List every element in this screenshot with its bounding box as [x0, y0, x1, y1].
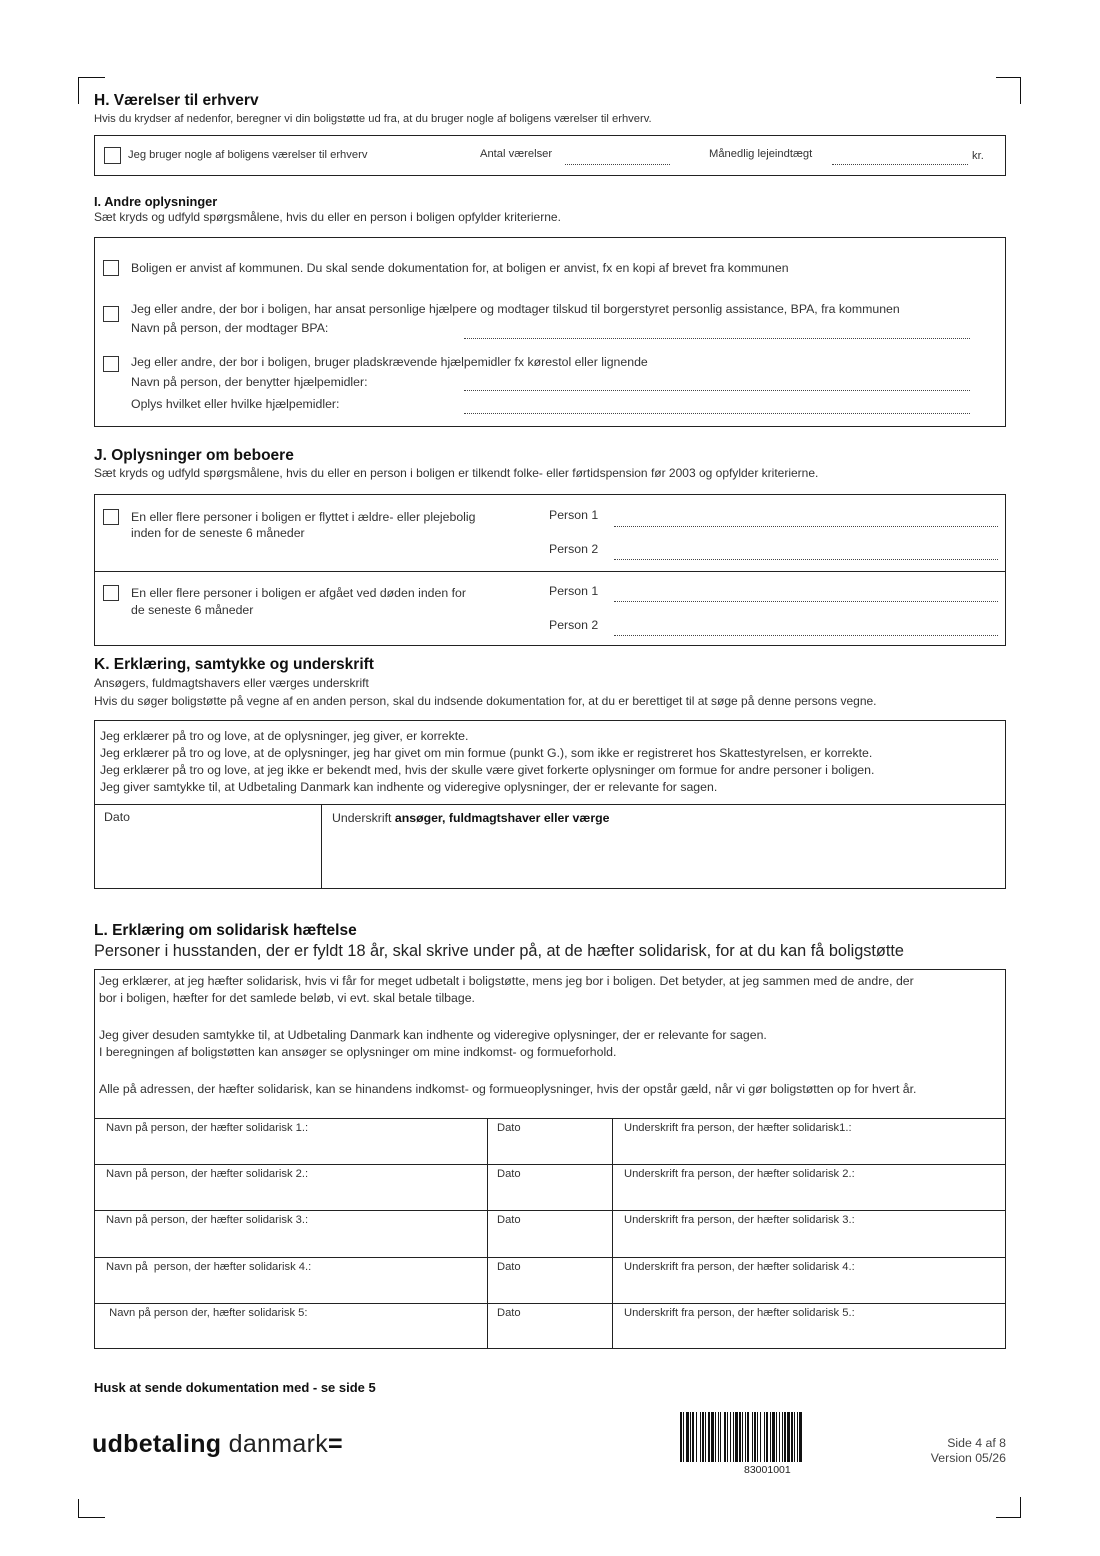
- deceased-line2: de seneste 6 måneder: [131, 603, 254, 617]
- rooms-count-field[interactable]: [565, 164, 670, 165]
- udbetaling-danmark-logo: [92, 1430, 343, 1459]
- solidarity-p3: Alle på adressen, der hæfter solidarisk, kan se hinandens indkomst- og formueoplysninger, hvis der opstår gæld, når vi gør boligstøtten op for hvert år.: [99, 1082, 917, 1096]
- solidarity-name-label-5: Navn på person der, hæfter solidarisk 5:: [106, 1307, 308, 1319]
- solidarity-signature-field-1[interactable]: [613, 1138, 1005, 1162]
- barcode-number: 83001001: [744, 1464, 791, 1476]
- crop-mark-bottom-right: [996, 1497, 1021, 1518]
- section-j-divider: [94, 571, 1006, 572]
- solidarity-row-divider: [94, 1164, 1006, 1165]
- solidarity-name-label-4: Navn på person, der hæfter solidarisk 4.:: [106, 1261, 312, 1273]
- solidarity-signature-label-2: Underskrift fra person, der hæfter solidarisk 2.:: [624, 1168, 855, 1180]
- section-l-title: L. Erklæring om solidarisk hæftelse: [94, 922, 357, 939]
- solidarity-signature-label-5: Underskrift fra person, der hæfter solidarisk 5.:: [624, 1307, 855, 1319]
- section-i-subtitle: Sæt kryds og udfyld spørgsmålene, hvis du eller en person i boligen opfylder kriterierne.: [94, 210, 561, 224]
- bpa-name-field[interactable]: [464, 338, 970, 339]
- aids-type-label: Oplys hvilket eller hvilke hjælpemidler:: [131, 397, 340, 411]
- solidarity-name-field-3[interactable]: [95, 1230, 486, 1254]
- aids-type-field[interactable]: [464, 413, 970, 414]
- bpa-checkbox[interactable]: [103, 306, 119, 322]
- nursing-home-person1-label: Person 1: [549, 508, 599, 522]
- logo-equals-icon: =: [328, 1430, 343, 1458]
- declaration-2: Jeg erklærer på tro og love, at de oplysninger, jeg har givet om min formue (punkt G.), som ikke er registreret hos Skattestyrelsen, er korrekte.: [100, 746, 873, 760]
- section-k-divider: [94, 804, 1006, 805]
- aids-person-field[interactable]: [464, 390, 970, 391]
- solidarity-name-label-3: Navn på person, der hæfter solidarisk 3.:: [106, 1214, 309, 1226]
- solidarity-date-label-4: Dato: [497, 1261, 521, 1273]
- declaration-1: Jeg erklærer på tro og love, at de oplysninger, jeg giver, er korrekte.: [100, 729, 469, 743]
- nursing-home-person2-label: Person 2: [549, 542, 599, 556]
- solidarity-p2-line2: I beregningen af boligstøtten kan ansøger se oplysninger om mine indkomst- og formueforhold.: [99, 1045, 617, 1059]
- crop-mark-top-right: [996, 77, 1021, 104]
- solidarity-date-label-3: Dato: [497, 1214, 521, 1226]
- section-j-subtitle: Sæt kryds og udfyld spørgsmålene, hvis du eller en person i boligen er tilkendt folke- eller førtidspension før 2003 og opfylder kriterierne.: [94, 466, 819, 480]
- solidarity-row-divider: [94, 1257, 1006, 1258]
- solidarity-name-field-2[interactable]: [95, 1184, 486, 1208]
- solidarity-signature-label-4: Underskrift fra person, der hæfter solidarisk 4.:: [624, 1261, 855, 1273]
- solidarity-signature-field-3[interactable]: [613, 1230, 1005, 1254]
- solidarity-date-field-4[interactable]: [488, 1277, 611, 1301]
- section-k-subtitle2: Hvis du søger boligstøtte på vegne af en anden person, skal du indsende dokumentation for, at du er berettiget til at søge på denne persons vegne.: [94, 694, 877, 708]
- business-rooms-label: Jeg bruger nogle af boligens værelser til erhverv: [128, 149, 368, 161]
- solidarity-name-label-2: Navn på person, der hæfter solidarisk 2.:: [106, 1168, 309, 1180]
- declaration-3: Jeg erklærer på tro og love, at jeg ikke er bekendt med, hvis der skulle være givet forkerte oplysninger om formue for andre personer i boligen.: [100, 763, 875, 777]
- rooms-count-label: Antal værelser: [480, 148, 553, 160]
- business-rooms-checkbox[interactable]: [104, 147, 121, 164]
- solidarity-signature-field-5[interactable]: [613, 1323, 1005, 1347]
- bpa-name-label: Navn på person, der modtager BPA:: [131, 321, 329, 335]
- solidarity-p2-line1: Jeg giver desuden samtykke til, at Udbetaling Danmark kan indhente og videregive oplysninger, der er relevante for sagen.: [99, 1028, 767, 1042]
- bpa-label: Jeg eller andre, der bor i boligen, har ansat personlige hjælpere og modtager tilskud til borgerstyret personlig assistance, BPA, fra kommunen: [131, 302, 900, 316]
- monthly-rent-label: Månedlig lejeindtægt: [709, 148, 813, 160]
- deceased-checkbox[interactable]: [103, 585, 119, 601]
- municipality-assigned-label: Boligen er anvist af kommunen. Du skal sende dokumentation for, at boligen er anvist, fx en kopi af brevet fra kommunen: [131, 261, 789, 275]
- nursing-home-checkbox[interactable]: [103, 509, 119, 525]
- solidarity-date-label-5: Dato: [497, 1307, 521, 1319]
- currency-label: kr.: [972, 150, 984, 162]
- solidarity-row-divider: [94, 1118, 1006, 1119]
- solidarity-date-label-1: Dato: [497, 1122, 521, 1134]
- section-h-title: H. Værelser til erhverv: [94, 92, 259, 109]
- solidarity-name-field-4[interactable]: [95, 1277, 486, 1301]
- solidarity-date-field-3[interactable]: [488, 1230, 611, 1254]
- solidarity-p1-line2: bor i boligen, hæfter for det samlede beløb, vi evt. skal betale tilbage.: [99, 991, 475, 1005]
- nursing-home-line1: En eller flere personer i boligen er flyttet i ældre- eller plejebolig: [131, 510, 476, 524]
- solidarity-col-divider: [612, 1118, 613, 1349]
- section-k-subtitle1: Ansøgers, fuldmagtshavers eller værges underskrift: [94, 676, 369, 690]
- applicant-signature-field[interactable]: [322, 828, 1005, 888]
- deceased-person2-field[interactable]: [614, 635, 998, 636]
- aids-person-label: Navn på person, der benytter hjælpemidler:: [131, 375, 368, 389]
- deceased-person2-label: Person 2: [549, 618, 599, 632]
- aids-checkbox[interactable]: [103, 356, 119, 372]
- applicant-signature-label: [332, 811, 609, 825]
- solidarity-p1-line1: Jeg erklærer, at jeg hæfter solidarisk, hvis vi får for meget udbetalt i boligstøtte, mens jeg bor i boligen. Det betyder, at jeg sammen med de andre, der: [99, 974, 914, 988]
- solidarity-signature-label-1: Underskrift fra person, der hæfter solidarisk1.:: [624, 1122, 852, 1134]
- documentation-reminder: Husk at sende dokumentation med - se side 5: [94, 1380, 376, 1395]
- nursing-home-line2: inden for de seneste 6 måneder: [131, 526, 305, 540]
- logo-word-bold: udbetaling: [92, 1430, 222, 1458]
- section-i-title: I. Andre oplysninger: [94, 194, 218, 209]
- applicant-date-label: Dato: [104, 810, 130, 824]
- crop-mark-bottom-left: [78, 1499, 105, 1518]
- monthly-rent-field[interactable]: [832, 164, 968, 165]
- solidarity-signature-field-2[interactable]: [613, 1184, 1005, 1208]
- solidarity-date-field-1[interactable]: [488, 1138, 611, 1162]
- solidarity-name-field-5[interactable]: [95, 1323, 486, 1347]
- solidarity-date-label-2: Dato: [497, 1168, 521, 1180]
- barcode-icon: [680, 1412, 860, 1462]
- signature-prefix: Underskrift: [332, 811, 395, 825]
- section-h-subtitle: Hvis du krydser af nedenfor, beregner vi din boligstøtte ud fra, at du bruger nogle af boligens værelser til erhverv.: [94, 113, 652, 125]
- deceased-person1-label: Person 1: [549, 584, 599, 598]
- nursing-home-person1-field[interactable]: [614, 526, 998, 527]
- deceased-person1-field[interactable]: [614, 601, 998, 602]
- solidarity-signature-field-4[interactable]: [613, 1277, 1005, 1301]
- form-version: Version 05/26: [930, 1451, 1006, 1465]
- solidarity-col-divider: [487, 1118, 488, 1349]
- solidarity-name-field-1[interactable]: [95, 1138, 486, 1162]
- municipality-assigned-checkbox[interactable]: [103, 260, 119, 276]
- section-j-title: J. Oplysninger om beboere: [94, 447, 294, 464]
- applicant-date-field[interactable]: [95, 826, 320, 888]
- solidarity-name-label-1: Navn på person, der hæfter solidarisk 1.:: [106, 1122, 309, 1134]
- signature-bold: ansøger, fuldmagtshaver eller værge: [394, 811, 610, 825]
- logo-word-light: danmark: [228, 1430, 329, 1458]
- deceased-line1: En eller flere personer i boligen er afgået ved døden inden for: [131, 586, 466, 600]
- solidarity-date-field-2[interactable]: [488, 1184, 611, 1208]
- declaration-4: Jeg giver samtykke til, at Udbetaling Danmark kan indhente og videregive oplysninger, der er relevante for sagen.: [100, 780, 718, 794]
- section-l-subtitle: Personer i husstanden, der er fyldt 18 år, skal skrive under på, at de hæfter solidarisk, for at du kan få boligstøtte: [94, 942, 904, 960]
- solidarity-row-divider: [94, 1303, 1006, 1304]
- solidarity-signature-label-3: Underskrift fra person, der hæfter solidarisk 3.:: [624, 1214, 855, 1226]
- aids-label: Jeg eller andre, der bor i boligen, bruger pladskrævende hjælpemidler fx kørestol eller lignende: [131, 355, 648, 369]
- solidarity-date-field-5[interactable]: [488, 1323, 611, 1347]
- solidarity-row-divider: [94, 1210, 1006, 1211]
- nursing-home-person2-field[interactable]: [614, 559, 998, 560]
- page-number: Side 4 af 8: [947, 1436, 1006, 1450]
- section-k-title: K. Erklæring, samtykke og underskrift: [94, 656, 374, 673]
